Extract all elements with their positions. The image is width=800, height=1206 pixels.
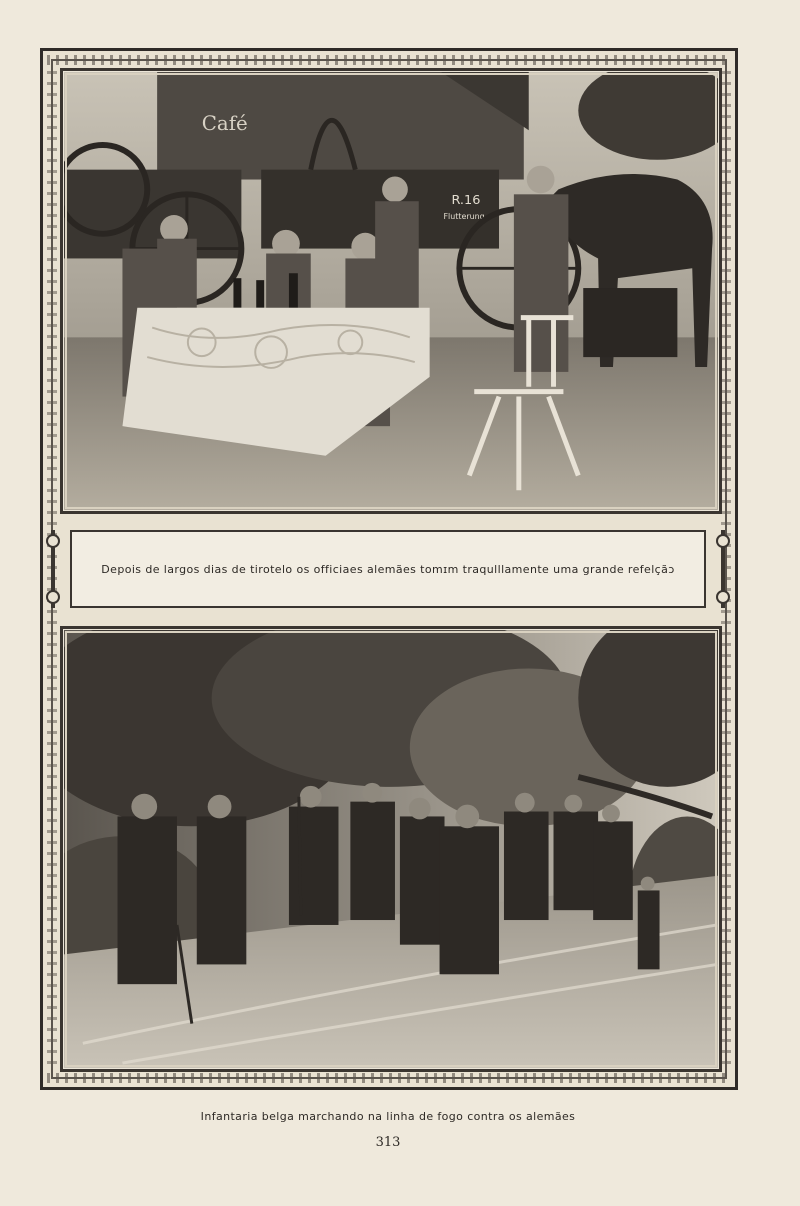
caption-photo-2: Infantaria belga marchando na linha de fogo contra os alemães [200,1110,576,1123]
photo-belgian-infantry-image [63,629,719,1069]
page-number: 313 [375,1135,401,1150]
wagon-sign: R.16 [451,193,481,209]
wagon-subsign: Flutterung [443,211,485,221]
frame-bottom-ornament [47,1073,731,1083]
photo-belgian-infantry [60,626,722,1072]
caption-ornament-right [714,530,732,608]
caption-ornament-left [44,530,62,608]
caption-photo-1: Depois de largos dias de tirotelo os officiaes alemães tomɪm traqulllamente uma grande refelçãɔ [101,562,675,576]
caption-box-photo-1 [70,530,706,608]
photo-officers-meal [60,68,722,514]
photo-officers-meal-image [63,71,719,511]
cafe-sign: Café [201,112,248,136]
frame-top-ornament [47,55,731,65]
